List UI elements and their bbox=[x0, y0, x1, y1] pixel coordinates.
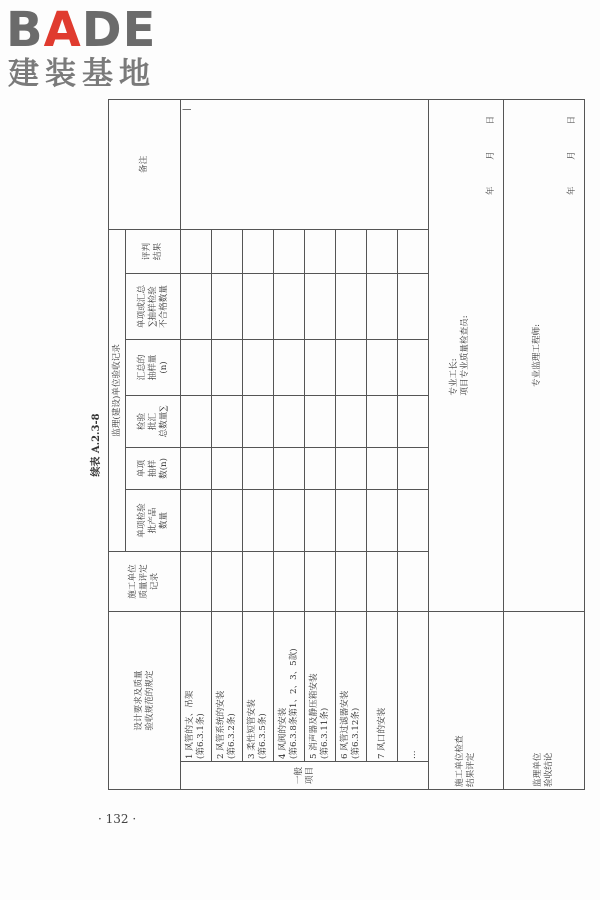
contractor-signers: 专业工长: 项目专业质量检查员: bbox=[449, 315, 470, 396]
remark-mark: | bbox=[182, 107, 192, 111]
header-unqualified-total: 单项或汇总 ∑抽样检验 不合格数量 bbox=[126, 273, 181, 339]
contractor-sign-area bbox=[429, 99, 504, 611]
header-total-sample: 汇总的 抽样量 (n) bbox=[126, 339, 181, 395]
item-text: … bbox=[398, 611, 429, 761]
page-number: · 132 · bbox=[98, 812, 137, 826]
header-supervision-group: 监理(建设)单位验收记录 bbox=[109, 229, 126, 551]
supervision-conclusion-label: 监理单位 验收结论 bbox=[504, 611, 585, 789]
header-contractor-record: 施工单位 质量评定 记录 bbox=[109, 551, 181, 611]
item-text: 6 风管过滤器安装 (第6.3.12条) bbox=[336, 611, 367, 761]
item-text: 7 风口的安装 bbox=[367, 611, 398, 761]
header-row bbox=[109, 99, 126, 789]
remark-cell bbox=[181, 99, 429, 229]
inspection-form-table bbox=[108, 99, 585, 790]
item-text: 1 风管的支、吊架 (第6.3.1条) bbox=[181, 611, 212, 761]
table-row bbox=[181, 99, 212, 789]
bade-logo bbox=[6, 4, 186, 92]
item-text: 3 柔性短管安装 (第6.3.5条) bbox=[243, 611, 274, 761]
supervision-signer: 专业监理工程师: bbox=[532, 323, 542, 387]
supervision-conclusion-row bbox=[504, 99, 585, 789]
header-judgement: 评判 结果 bbox=[126, 229, 181, 273]
contractor-date: 年 月 日 bbox=[486, 103, 496, 196]
header-single-sample: 单项 抽样 数(n) bbox=[126, 447, 181, 489]
item-text: 4 风阀的安装 (第6.3.8条第1、2、3、5款) bbox=[274, 611, 305, 761]
contractor-conclusion-label: 施工单位检查 结果评定 bbox=[429, 611, 504, 789]
table-caption: 续表 A.2.3-8 bbox=[91, 413, 102, 477]
supervision-date: 年 月 日 bbox=[567, 103, 577, 196]
item-text: 5 消声器及静压箱安装 (第6.3.11条) bbox=[305, 611, 336, 761]
header-batch-total: 检验 批汇 总数量∑ bbox=[126, 395, 181, 447]
logo-english: BADE bbox=[6, 2, 157, 58]
item-text: 2 风管系统的安装 (第6.3.2条) bbox=[212, 611, 243, 761]
rotated-form-page bbox=[90, 100, 577, 790]
contractor-conclusion-row bbox=[429, 99, 504, 789]
category-general-items: 一般 项目 bbox=[181, 762, 429, 790]
supervision-sign-area bbox=[504, 99, 585, 611]
header-single-batch-qty: 单项检验 批产品 数量 bbox=[126, 489, 181, 551]
header-design-req: 设计要求及质量 验收规范的规定 bbox=[109, 611, 181, 789]
logo-chinese: 建装基地 bbox=[8, 56, 156, 92]
header-remark: 备注 bbox=[109, 99, 181, 229]
